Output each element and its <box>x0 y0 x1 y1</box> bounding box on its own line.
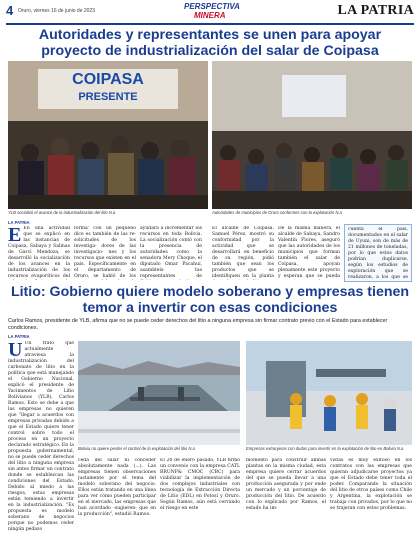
story1-column-6: cuenta el país, documentados en el salar de Uyuni, son de más de 21 millones de toneladas, por lo que estos datos podrían duplicarse, según los estudios de exploración que se realizaron, a los que se <box>348 227 408 279</box>
story2-dropcap: U <box>8 341 23 361</box>
banner-subtitle: PRESENTE <box>78 91 138 103</box>
audience-photo-illustration <box>212 61 412 209</box>
story2-column-5: vistas es muy exitoso en los contratos con las empresas que quieran adjudicarse proyectos ya que el Estado debe tener toda el poder. Comparando la situación del litio de otros países como Chile y Argentina, la explotación se trabaja con privados, por lo que no se trajeran con estos problemas. <box>330 458 412 511</box>
story1-column-5: De la misma manera, el alcalde de Sabaya, Sandro Valentín Flores, aseguró que las autoridades de los municipios que forman también el salar de Coipasa, apoyan plenamente este proyecto y esperan que se pueda <box>278 226 340 279</box>
story1-column-3: ayudará a incrementar los recursos en toda Bolivia. La socialización contó con la presencia de autoridades como la senadora Mery Choque, el diputado Omar Pacahuí, asambleís- tas representantes de <box>140 226 202 279</box>
story2-column-1-text: Un trato que actualmente atraviesa la industrialización del carbonato de litio en la política que está manejando el Gobierno Nacional, explicó el presidente de Yacimientos de Litio Bolivianos (YLB), Carlos Ramos. Esto se debe a que las empresas no quieren que "llegar a acuerdos con empresas privadas debido a que el Estado quiere tener control sobre todo el proceso en un proyecto declarado estratégico. En la propuesta gubernamental, no se puede ceder derechos del litio a ninguna empresa sin antes firmar un contrato donde se establezcan las condiciones del Estado. Debido al miedo a las riesgos, estas empresas están temiendo a invertir en la industrialización. "Es propuesta es modelo soberano de negocios porque no podemos ceder ningún pedazo <box>8 341 74 532</box>
story2-column-1 <box>8 341 74 533</box>
workers-photo-illustration <box>246 341 412 445</box>
banner-title: COIPASA <box>72 71 144 88</box>
story1-sidebar-box <box>344 224 412 282</box>
header-rule <box>6 23 414 25</box>
story2-headline: Litio: Gobierno quiere modelo soberano y empresas tienen temor a invertir con esas condiciones <box>10 284 410 316</box>
newspaper-brand: LA PATRIA <box>337 3 414 18</box>
story1-photo1-caption: YLB socializó el avance de la industrialización del litio N.a <box>8 210 116 215</box>
story1-dropcap: E <box>8 226 22 246</box>
section-logo-line2: MINERA <box>194 11 226 20</box>
story1-photo-meeting <box>8 61 208 209</box>
story2-photo-saltflat <box>78 341 240 445</box>
story2-column-3: El 20 de enero pasado, YLB firmó un convenio con la empresa CATL BRUNP& CMOC (CBC) para viabilizar la implementación de dos complejos industriales con tecnología de Extracción Directa de Litio (EDL) en Potosí y Oruro. Según Ramos, aún está cerrando el riesgo en este <box>160 458 240 511</box>
section-logo <box>184 2 242 22</box>
page-number: 4 <box>6 3 14 18</box>
story2-column-4: momento para construir ambas plantas en la misma ciudad, esta empresa quiere cerrar acuerdos del que se pueda llevar a una producción asegurada y por ende un mercado y un porcentaje de producción del litio. De acuerdo con lo explicado por Ramos, el estado ha im- <box>246 458 326 511</box>
story2-photo4-caption: Empresas extranjeras con dudas para invertir en la explotación de litio en Bolivia N.a <box>246 446 404 451</box>
story2-deck: Carlos Ramos, presidente de YLB, afirma que no se puede ceder derechos del litio a ninguna empresa sin firmar contrato previo con el Estado para establecer condiciones. <box>8 318 388 331</box>
story1-photo-audience <box>212 61 412 209</box>
story1-photo2-caption: Autoridades de municipios de Oruro conformes con la explotación N.a <box>212 210 342 215</box>
story1-dateline: LA PATRIA <box>8 220 30 225</box>
story1-column-4: El alcalde de Coipasa, Samuel Pérez, mostró su conformidad por la actividad que se desarrollará en beneficio de su región, pidió también que sean los productos que se identifiquen en la planta <box>212 226 274 279</box>
story1-column-1-text: En una actividad que se explicó en las instancias de Coipasa, Sabaya y Salinas de Garci Mendoza, se desarrolló la socialización de los avances en la industrialización de los recursos evaporíticos del <box>8 226 70 279</box>
story1-column-1 <box>8 226 70 280</box>
section-logo-line1: PERSPECTIVA <box>184 2 240 11</box>
story2-photo3-caption: Bolivia no quiere perder el control de la explotación del litio N.a <box>78 446 195 451</box>
story2-photo-workers <box>246 341 412 445</box>
story1-column-2: forma' con un pequeño dice es también de las re- solicitudes de los investiga- dores de las investigacio- nes y los recursos que existen en el país. Específicamente en el departamento de Oruro, se habló de los <box>74 226 136 279</box>
story2-column-2: ceda del salar ni conceder absolutamente nada (...). Las empresas tienen observaciones justamente por el tema del modelo soberano del negocio. Ellos están tratando en una línea para ver cómo pueden participar en el mercado, las empresas que han acordado -sugieren- que en la producción", estadió Ramos. <box>78 458 156 517</box>
story2-dateline: LA PATRIA <box>8 334 30 339</box>
saltflat-photo-illustration <box>78 341 240 445</box>
story1-headline: Autoridades y representantes se unen para apoyar proyecto de industrialización del salar de Coipasa <box>38 27 382 59</box>
date-line: Oruro, viernes 16 de junio de 2023 <box>18 8 95 14</box>
